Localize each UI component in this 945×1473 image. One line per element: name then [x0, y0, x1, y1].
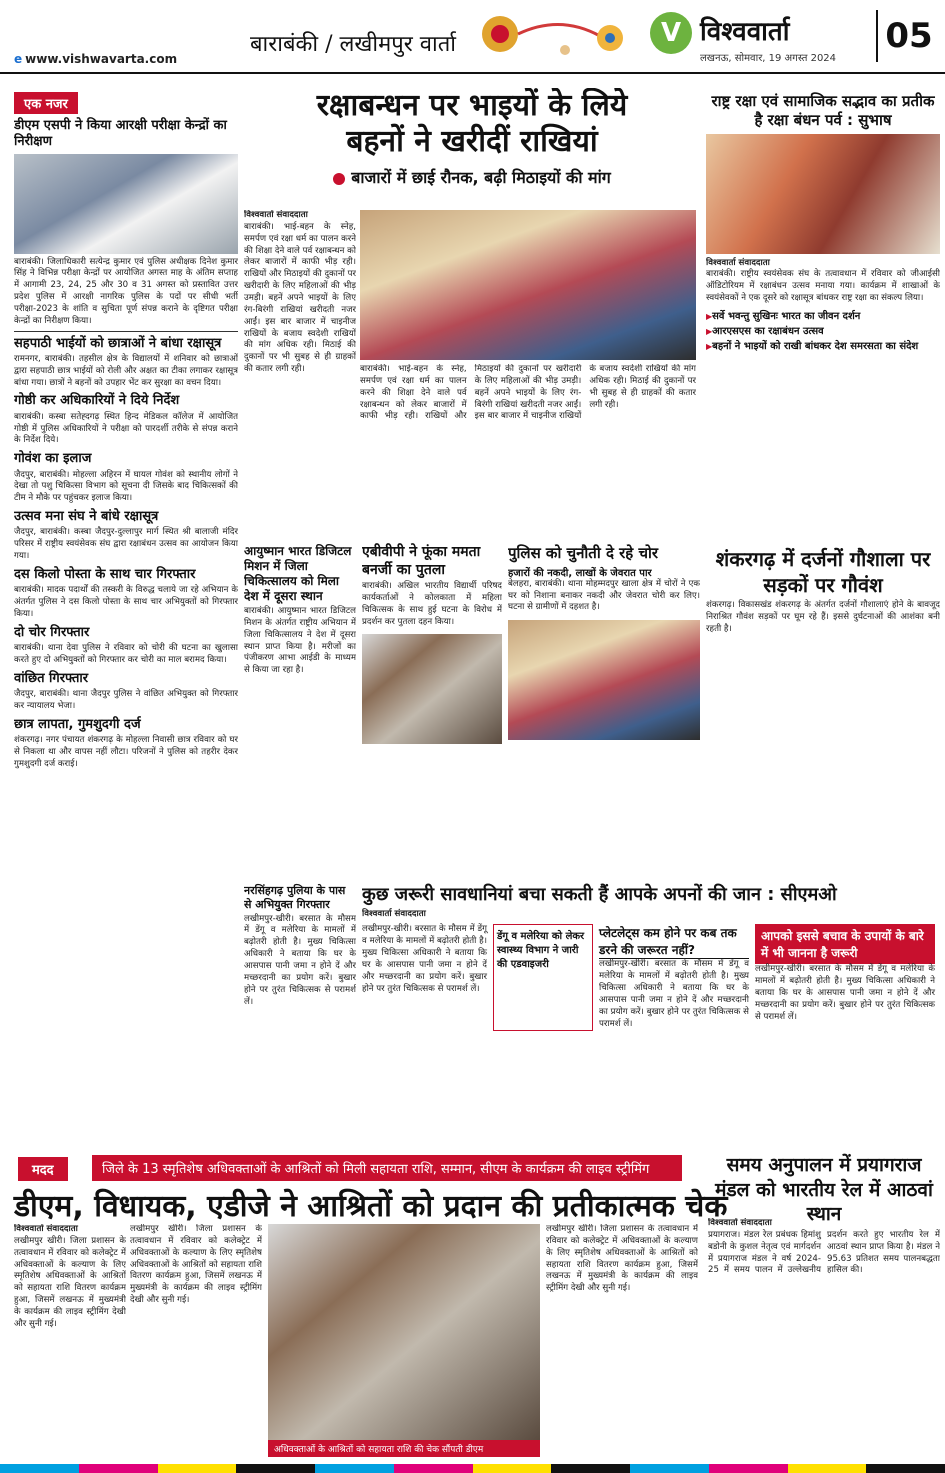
ayushman-headline: आयुष्मान भारत डिजिटल मिशन में जिला चिकित्सालय को मिला देश में दूसरा स्थान [244, 544, 352, 603]
rss-bullet: ▶ आरएसएस का रक्षाबंधन उत्सव [706, 324, 940, 339]
print-color-bar [0, 1464, 945, 1473]
prevention-body: लखीमपुर-खीरी। बरसात के मौसम में डेंगू व मलेरिया के मामलों में बढ़ोतरी होती है। मुख्य चिकित्सा अधिकारी ने बताया कि घर के आसपास पानी जमा न होने दें और मच्छरदानी का प्रयोग करें। बुखार होने पर तुरंत चिकित्सक से परामर्श लें। [755, 964, 935, 1022]
page-number: 05 [876, 10, 940, 62]
edition-title: बाराबंकी / लखीमपुर वार्ता [250, 32, 456, 57]
advocate-kicker: जिले के 13 स्मृतिशेष अधिवक्ताओं के आश्रितों को मिली सहायता राशि, सम्मान, सीएम के कार्यक्रम की लाइव स्ट्रीमिंग [92, 1155, 682, 1181]
left-item-5-body: बाराबंकी। मादक पदार्थों की तस्करी के विरुद्ध चलाये जा रहे अभियान के अंतर्गत पुलिस ने दस किलो पोस्ता के साथ चार अभियुक्तों को गिरफ्तार किया। [14, 585, 238, 619]
cheque-photo-caption: अधिवक्ताओं के आश्रितों को सहायता राशि की चेक सौंपती डीएम [268, 1440, 540, 1457]
advocate-body-3: लखीमपुर खीरी। जिला प्रशासन के तत्वावधान में रविवार को कलेक्ट्रेट में अधिवक्ताओं के कल्याण के लिए स्मृतिशेष अधिवक्ताओं के आश्रितों को सहायता राशि वितरण कार्यक्रम हुआ, जिसमें लखनऊ में मुख्यमंत्री के कार्यक्रम की लाइव स्ट्रीमिंग देखी और सुनी गई। [546, 1224, 698, 1294]
prevention-box: आपको इससे बचाव के उपायों के बारे में भी जानना है जरूरी [755, 924, 935, 964]
left-item-4-head: उत्सव मना संघ ने बांधे रक्षासूत्र [14, 509, 159, 525]
health-body: लखीमपुर-खीरी। बरसात के मौसम में डेंगू व मलेरिया के मामलों में बढ़ोतरी होती है। मुख्य चिकित्सा अधिकारी ने बताया कि घर के आसपास पानी जमा न होने दें और मच्छरदानी का प्रयोग करें। बुखार होने पर तुरंत चिकित्सक से परामर्श लें। [362, 924, 487, 994]
lead-headline-1: रक्षाबन्धन पर भाइयों के लिये [316, 88, 628, 123]
rss-bullet: ▶ सर्वे भवन्तु सुखिनः भारत का जीवन दर्शन [706, 309, 940, 324]
abvp-story [362, 540, 502, 870]
lead-headline-2: बहनों ने खरीदीं राखियां [346, 124, 598, 159]
gaushala-headline: शंकरगढ़ में दर्जनों गौशाला पर सड़कों पर गौवंश [715, 547, 931, 597]
madad-tag: मदद [18, 1157, 68, 1181]
lead-headline-block [244, 88, 700, 206]
rss-bullets [706, 309, 940, 354]
left-item-0-body: बाराबंकी। जिलाधिकारी सत्येन्द्र कुमार एवं पुलिस अधीक्षक दिनेश कुमार सिंह ने विभिन्न परीक्षा केन्द्रों पर आयोजित अगस्त माह के अंतिम सप्ताह में आगामी 23, 24, 25 और 30 व 31 अगस्त को प्रस्तावित उत्तर प्रदेश पुलिस में आरक्षी नागरिक पुलिस के पदों पर सीधी भर्ती परीक्षा-2023 के शांति व सुचिता पूर्ण संपन्न कराने के दृष्टिगत परीक्षा केन्द्रों का निरीक्षण किया। [14, 256, 238, 326]
left-item-5-head: दस किलो पोस्ता के साथ चार गिरफ्तार [14, 566, 196, 582]
railway-byline: विश्ववार्ता संवाददाता [708, 1218, 772, 1228]
logo-name: विश्ववार्ता [700, 17, 790, 47]
left-item-0-head: डीएम एसपी ने किया आरक्षी परीक्षा केन्द्रों का निरीक्षण [14, 118, 227, 150]
rakhi-illustration [470, 4, 640, 64]
advocate-text-col [14, 1224, 126, 1462]
left-item-7-head: वांछित गिरफ्तार [14, 670, 89, 686]
advocate-text-col-3 [546, 1224, 698, 1462]
advocate-headline: डीएम, विधायक, एडीजे ने आश्रितों को प्रदान की प्रतीकात्मक चेक [14, 1189, 728, 1224]
health-headline: कुछ जरूरी सावधानियां बचा सकती हैं आपके अपनों की जान : सीएमओ [362, 884, 837, 905]
theft-story [508, 540, 700, 870]
narsinghgarh-body: लखीमपुर-खीरी। बरसात के मौसम में डेंगू व मलेरिया के मामलों में बढ़ोतरी होती है। मुख्य चिकित्सा अधिकारी ने बताया कि घर के आसपास पानी जमा न होने दें और मच्छरदानी का प्रयोग करें। बुखार होने पर तुरंत चिकित्सक से परामर्श लें। [244, 913, 356, 1007]
ayushman-body: बाराबंकी। आयुष्मान भारत डिजिटल मिशन के अंतर्गत राष्ट्रीय अभियान में जिला चिकित्सालय ने देश में दूसरा स्थान प्राप्त किया है। मरीजों का पंजीकरण आभा आईडी के माध्यम से किया जा रहा है। [244, 606, 356, 676]
masthead [0, 0, 945, 74]
advocate-body-2: लखीमपुर खीरी। जिला प्रशासन के तत्वावधान में रविवार को कलेक्ट्रेट में अधिवक्ताओं के कल्याण के लिए स्मृतिशेष अधिवक्ताओं के आश्रितों को सहायता राशि वितरण कार्यक्रम हुआ, जिसमें लखनऊ में मुख्यमंत्री के कार्यक्रम की लाइव स्ट्रीमिंग देखी और सुनी गई। [130, 1224, 262, 1306]
logo-mark-icon: V [650, 12, 692, 54]
gaushala-story [706, 542, 940, 872]
rss-byline: विश्ववार्ता संवाददाता [706, 257, 770, 268]
left-item-2-body: बाराबंकी। कस्बा सतेह्दगढ़ स्थित हिन्द मेडिकल कॉलेज में आयोजित गोष्ठी में पुलिस अधिकारियों ने परीक्षा को पारदर्शी तरीके से संपन्न कराने के निर्देश दिये। [14, 411, 238, 446]
lead-text-col [244, 210, 356, 530]
lead-continued [360, 364, 696, 530]
left-column [14, 92, 238, 1144]
left-item-8-head: छात्र लापता, गुमशुदगी दर्ज [14, 716, 141, 732]
left-item-6-body: बाराबंकी। थाना देवा पुलिस ने रविवार को चोरी की घटना का खुलासा करते हुए दो अभियुक्तों को गिरफ्तार कर चोरी का माल बरामद किया। [14, 643, 238, 665]
cheque-ceremony-photo [268, 1224, 540, 1440]
narsinghgarh-story [244, 880, 356, 1145]
left-item-1-head: सहपाठी भाईयों को छात्राओं ने बांधा रक्षासूत्र [14, 335, 222, 351]
advocate-body: लखीमपुर खीरी। जिला प्रशासन के तत्वावधान में रविवार को कलेक्ट्रेट में अधिवक्ताओं के कल्याण के लिए स्मृतिशेष अधिवक्ताओं के आश्रितों को सहायता राशि वितरण कार्यक्रम हुआ, जिसमें लखनऊ में मुख्यमंत्री के कार्यक्रम की लाइव स्ट्रीमिंग देखी और सुनी गई। [14, 1235, 126, 1329]
bullet-dot-icon [333, 173, 345, 185]
section-tag: एक नजर [14, 92, 78, 114]
left-item-1-body: रामनगर, बाराबंकी। तहसील क्षेत्र के विद्यालयों में शनिवार को छात्राओं द्वारा सहपाठी छात्र भाईयों को रोली और अक्षत का टीका लगाकर रक्षासूत्र बांधा गया। छात्रों ने बहनों को उपहार भेंट कर सुरक्षा का वचन दिया। [14, 353, 238, 388]
lead-body-continued: बाराबंकी। भाई-बहन के स्नेह, समर्पण एवं रक्षा धर्म का पालन करने की शिक्षा देने वाले पर्व रक्षाबन्धन को लेकर बाजारों में काफी भीड़ रही। राखियों और मिठाइयों की दुकानों पर खरीदारी के लिए महिलाओं की भीड़ उमड़ी। बहनें अपने भाइयों के लिए रंग-बिरंगी राखियां खरीदती नजर आईं। इस बार बाजार में चाइनीज राखियों के बजाय स्वदेशी राखियों की मांग अधिक रही। मिठाई की दुकानों पर भी सुबह से ही ग्राहकों की कतार लगी रही। [360, 364, 696, 422]
left-item-4-body: जैदपुर, बाराबंकी। कस्बा जैदपुर-दुल्लापुर मार्ग स्थित श्री बालाजी मंदिर परिसर में राष्ट्रीय स्वयंसेवक संघ द्वारा रक्षाबंधन उत्सव का आयोजन किया गया। [14, 527, 238, 562]
market-photo [360, 210, 696, 360]
theft-headline: पुलिस को चुनौती दे रहे चोर [508, 544, 659, 562]
abvp-headline: एबीवीपी ने फूंका ममता बनर्जी का पुतला [362, 544, 481, 578]
lead-body: बाराबंकी। भाई-बहन के स्नेह, समर्पण एवं रक्षा धर्म का पालन करने की शिक्षा देने वाले पर्व रक्षाबन्धन को लेकर बाजारों में काफी भीड़ रही। राखियों और मिठाइयों की दुकानों पर खरीदारी के लिए महिलाओं की भीड़ उमड़ी। बहनें अपने भाइयों के लिए रंग-बिरंगी राखियां खरीदती नजर आईं। इस बार बाजार में चाइनीज राखियों के बजाय स्वदेशी राखियों की मांग अधिक रही। मिठाई की दुकानों पर भी सुबह से ही ग्राहकों की कतार लगी रही। [244, 221, 356, 375]
ayushman-story [244, 540, 356, 870]
railway-body: प्रयागराज। मंडल रेल प्रबंधक हिमांशु बडोनी के कुशल नेतृत्व एवं मार्गदर्शन में प्रयागराज मंडल ने वर्ष 2024-25 में समय पालन में उल्लेखनीय प्रदर्शन करते हुए भारतीय रेल में आठवां स्थान प्राप्त किया है। मंडल ने 95.63 प्रतिशत समय पालनबद्धता हासिल की। [708, 1229, 940, 1276]
dateline: लखनऊ, सोमवार, 19 अगस्त 2024 [700, 53, 837, 64]
platelet-box: प्लेटलेट्स कम होने पर कब तक डरने की जरूरत नहीं? [599, 924, 749, 959]
left-item-3-head: गोवंश का इलाज [14, 451, 92, 467]
left-item-8-body: शंकरगढ़। नगर पंचायत शंकरगढ़ के मोहल्ला निवासी छात्र रविवार को घर से निकला था और वापस नहीं लौटा। परिजनों ने पुलिस को तहरीर देकर गुमशुदगी दर्ज कराई। [14, 734, 238, 769]
rss-event-photo [706, 134, 940, 254]
rss-body: बाराबंकी। राष्ट्रीय स्वयंसेवक संघ के तत्वावधान में रविवार को जीआईसी ऑडिटोरियम में रक्षाबंधन उत्सव मनाया गया। कार्यक्रम में शाखाओं के स्वयंसेवकों ने एक दूसरे को रक्षासूत्र बांधकर राष्ट्र रक्षा का संकल्प लिया। [706, 269, 940, 304]
health-byline: विश्ववार्ता संवाददाता [362, 908, 426, 919]
abvp-photo [362, 634, 502, 744]
advocate-byline: विश्ववार्ता संवाददाता [14, 1224, 78, 1234]
health-story [362, 880, 940, 1145]
railway-headline: समय अनुपालन में प्रयागराज मंडल को भारतीय रेल में आठवां स्थान [715, 1154, 933, 1226]
rss-bullet: ▶ बहनों ने भाइयों को राखी बांधकर देश समरसता का संदेश [706, 339, 940, 354]
gaushala-body: शंकरगढ़। विकासखंड शंकरगढ़ के अंतर्गत दर्जनों गौशालाएं होने के बावजूद निराश्रित गौवंश सड़कों पर घूम रहे हैं। इससे दुर्घटनाओं की आशंका बनी रहती है। [706, 600, 940, 634]
browser-e-icon: e [14, 52, 23, 66]
left-item-2-head: गोष्ठी कर अधिकारियों ने दिये निर्देश [14, 393, 180, 409]
dengue-advisory-box: डेंगू व मलेरिया को लेकर स्वास्थ्य विभाग ने जारी की एडवाइजरी [497, 931, 585, 971]
lead-byline: विश्ववार्ता संवाददाता [244, 210, 308, 220]
left-item-7-body: जैदपुर, बाराबंकी। थाना जैदपुर पुलिस ने वांछित अभियुक्त को गिरफ्तार कर न्यायालय भेजा। [14, 689, 238, 711]
site-url[interactable]: e www.vishwavarta.com [14, 52, 178, 66]
left-item-3-body: जैदपुर, बाराबंकी। मोहल्ला अहिरन में घायल गोवंश को स्थानीय लोगों ने देखा तो पशु चिकित्सा विभाग को सूचना दी जिसके बाद चिकित्सकों की टीम ने मौके पर पहुंचकर इलाज किया। [14, 469, 238, 504]
inspection-photo [14, 154, 238, 254]
right-top-story [706, 88, 940, 538]
railway-story [708, 1218, 940, 1462]
theft-subhead: हजारों की नकदी, लाखों के जेवरात पार [508, 567, 652, 579]
lead-subhead: बाजारों में छाई रौनक, बढ़ी मिठाइयों की मांग [244, 166, 700, 188]
advocate-text-col-2 [130, 1224, 262, 1462]
theft-photo [508, 620, 700, 740]
left-item-6-head: दो चोर गिरफ्तार [14, 624, 90, 640]
platelet-body: लखीमपुर-खीरी। बरसात के मौसम में डेंगू व मलेरिया के मामलों में बढ़ोतरी होती है। मुख्य चिकित्सा अधिकारी ने बताया कि घर के आसपास पानी जमा न होने दें और मच्छरदानी का प्रयोग करें। बुखार होने पर तुरंत चिकित्सक से परामर्श लें। [599, 959, 749, 1029]
narsinghgarh-headline: नरसिंहगढ़ पुलिया के पास से अभियुक्त गिरफ्तार [244, 884, 346, 911]
abvp-body: बाराबंकी। अखिल भारतीय विद्यार्थी परिषद कार्यकर्ताओं ने कोलकाता में महिला चिकित्सक के साथ हुई घटना के विरोध में प्रदर्शन कर पुतला दहन किया। [362, 581, 502, 627]
theft-body: बेलहरा, बाराबंकी। थाना मोहम्मदपुर खाला क्षेत्र में चोरों ने एक घर को निशाना बनाकर नकदी और जेवरात चोरी कर लिए। घटना से ग्रामीणों में दहशत है। [508, 578, 700, 613]
logo[interactable] [650, 6, 865, 66]
rss-headline: राष्ट्र रक्षा एवं सामाजिक सद्भाव का प्रतीक है रक्षा बंधन पर्व : सुभाष [711, 92, 935, 129]
